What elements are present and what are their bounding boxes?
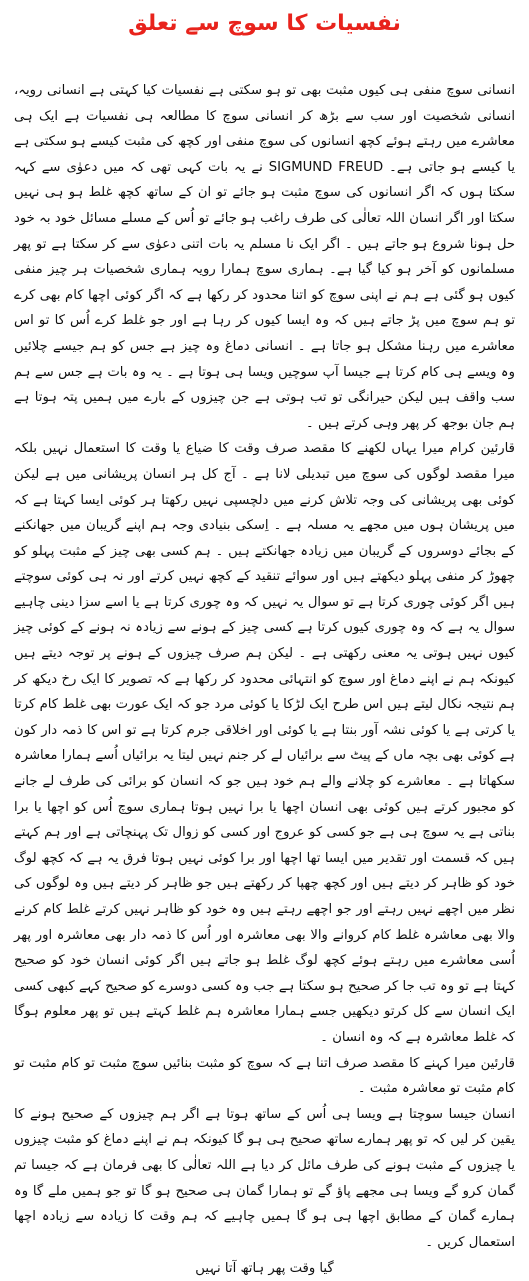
article-paragraph-1: انسانی سوچ منفی ہی کیوں مثبت بھی تو ہو سکتی ہے نفسیات کیا کہتی ہے انسانی رویہ، انسانی شخصیت اور سب سے بڑھ کر انسانی سوچ کا مطالعہ ہی نفسیات ہے ایک ہی معاشرے میں رہتے ہوئے کچھ انسانوں کی سوچ منفی اور کچھ کی مثبت کیسے ہو سکتی ہے یا کیسے ہو جاتی ہے۔ SIGMUND FREUD نے یہ بات کہی تھی کہ میں دعوٰی سے کہہ سکتا ہوں کہ اگر انسانوں کی سوچ مثبت ہو جائے تو ان کے ساتھ کچھ غلط ہو ہی نہیں سکتا اور اگر انسان اللہ تعالٰی کی طرف راغب ہو جائے تو اُس کے مسلے مسائل خود بہ خود حل ہونا شروع ہو جاتے ہیں ۔ اگر ایک نا مسلم یہ بات اتنی دعوٰی سے کر سکتا ہے تو پھر مسلمانوں کو آخر ہو کیا گیا ہے۔ ہماری سوچ ہمارا رویہ ہماری شخصیات ہر چیز منفی کیوں ہو گئی ہے ہم نے اپنی سوچ کو اتنا محدود کر رکھا ہے کہ اگر کوئی اچھا کام بھی کرے تو ہم سوچ میں پڑ جاتے ہیں کہ وہ ایسا کیوں کر رہا ہے اور جو غلط کرے اُس کا تو اس معاشرے میں رہنا مشکل ہو جاتا ہے ۔ انسانی دماغ وہ چیز ہے جس کو ہم جیسے چلائیں وہ ویسے ہی کام کرتا ہے جیسا آپ سوچیں ویسا ہی ہوتا ہے ۔ یہ وہ بات ہے جس سے ہم سب واقف ہیں لیکن حیرانگی تو تب ہوتی ہے جن چیزوں کے بارے میں ہمیں پتہ ہوتا ہے ہم جان بوجھ کر پھر وہی کرتے ہیں ۔: [14, 83, 515, 431]
article-paragraph-2: قارئین کرام میرا یہاں لکھنے کا مقصد صرف وقت کا ضیاع یا وقت کا استعمال نہیں بلکہ میرا مقصد لوگوں کی سوچ میں تبدیلی لانا ہے ۔ آج کل ہر انسان پریشانی میں ہے لیکن کوئی بھی پریشانی کی وجہ تلاش کرنے میں دلچسپی نہیں رکھتا ہر کوئی ایسا کہتا ہے کہ میں پریشان ہوں میں مجھے یہ مسلہ ہے ۔ اِسکی بنیادی وجہ ہم اپنے گریبان میں جھانکنے کے بجائے دوسروں کے گریبان میں زیادہ جھانکتے ہیں ۔ ہم کسی بھی چیز کے مثبت پہلو کو چھوڑ کر منفی پہلو دیکھتے ہیں اور سوائے تنقید کے کچھ نہیں کرتے اور نہ ہی کوئی سوچتے ہیں اگر کوئی چوری کرتا ہے تو سوال یہ نہیں کہ وہ چوری کرتا ہے یا اسے سزا دینی چاہیے سوال یہ ہے کہ وہ چوری کیوں کرتا ہے کسی چیز کے ہونے سے زیادہ نہ ہونے کے کوئی چیز کیوں نہیں ہوتی یہ معنی رکھتی ہے ۔ لیکن ہم صرف چیزوں کے ہونے پر توجہ دیتے ہیں کیونکہ ہم نے اپنے دماغ اور سوچ کو انتہائی محدود کر رکھا ہے کہ تصویر کا ایک رخ دیکھ کر ہم نتیجہ نکال لیتے ہیں اس طرح ایک لڑکا یا کوئی مرد جو کہ ایک عورت بھی غلط کام کرتا یا کرتی ہے یا کوئی نشہ آور بنتا ہے یا کوئی اور اخلاقی جرم کرتا ہے تو اس کا ذمہ دار کون ہے کوئی بھی بچہ ماں کے پیٹ سے برائیاں لے کر جنم نہیں لیتا یہ برائیاں اُسے ہمارا معاشرہ سکھاتا ہے ۔ معاشرے کو چلانے والے ہم خود ہیں جو کہ انسان کو برائی کی طرف لے جانے کو مجبور کرتے ہیں کوئی بھی انسان اچھا یا برا نہیں ہوتا ہماری سوچ اُس کو اچھا یا برا بناتی ہے یہ سوچ ہی ہے جو کسی کو عروج اور کسی کو زوال تک پہنچاتی ہے اور ہم کہتے ہیں کہ قسمت اور تقدیر میں ایسا تھا اچھا اور برا کوئی نہیں ہوتا فرق یہ ہے کہ کچھ لوگ خود کو ظاہر کر دیتے ہیں اور کچھ چھپا کر رکھتے ہیں جو ظاہر کر دیتے ہیں وہ لوگوں کی نظر میں اچھے نہیں رہتے اور جو اچھے رہتے ہیں وہ خود کو ظاہر نہیں کرتے غلط کام کرنے والا بھی معاشرہ غلط کام کروانے والا بھی معاشرہ اور اُس کا ذمہ دار بھی معاشرہ اور پھر اُسی معاشرے میں رہتے ہوئے کچھ لوگ غلط ہو جاتے ہیں اگر کوئی انسان خود کو صحیح کہتا ہے تو وہ تب جا کر صحیح ہو سکتا ہے جب وہ کسی دوسرے کو صحیح کہے کبھی کسی ایک انسان سے کل کرتو دیکھیں جسے ہمارا معاشرہ ہم غلط کہتے ہیں تو پھر معلوم ہوگا کہ غلط معاشرہ ہے کہ وہ انسان ۔: [14, 441, 515, 1045]
article-paragraph-4: انسان جیسا سوچتا ہے ویسا ہی اُس کے ساتھ ہوتا ہے اگر ہم چیزوں کے صحیح ہونے کا یقین کر لیں کہ تو پھر ہمارے ساتھ صحیح ہی ہو گا کیونکہ ہم نے اپنے دماغ کو مثبت چیزوں یا چیزوں کے مثبت ہونے کی طرف مائل کر دیا ہے اللہ تعالٰی کا بھی فرمان ہے کہ جیسا تم گمان کرو گے ویسا ہی مجھے پاؤ گے تو ہمارا گمان ہی صحیح ہو گا تو جو ہمیں ملے گا وہ ہمارے گمان کے مطابق اچھا ہی ہو گا ہمیں چاہیے کہ ہم وقت کا زیادہ سے زیادہ اچھا استعمال کریں ۔: [14, 1106, 515, 1250]
article-body: [14, 78, 515, 1255]
article-title: نفسیات کا سوچ سے تعلق: [128, 11, 401, 36]
article-signoff: گیا وقت پھر ہاتھ آتا نہیں: [195, 1261, 334, 1277]
article-paragraph-3: قارئین میرا کہنے کا مقصد صرف اتنا ہے کہ سوچ کو مثبت بنائیں سوچ مثبت تو کام مثبت تو کام مثبت تو معاشرہ مثبت ۔: [14, 1055, 515, 1097]
